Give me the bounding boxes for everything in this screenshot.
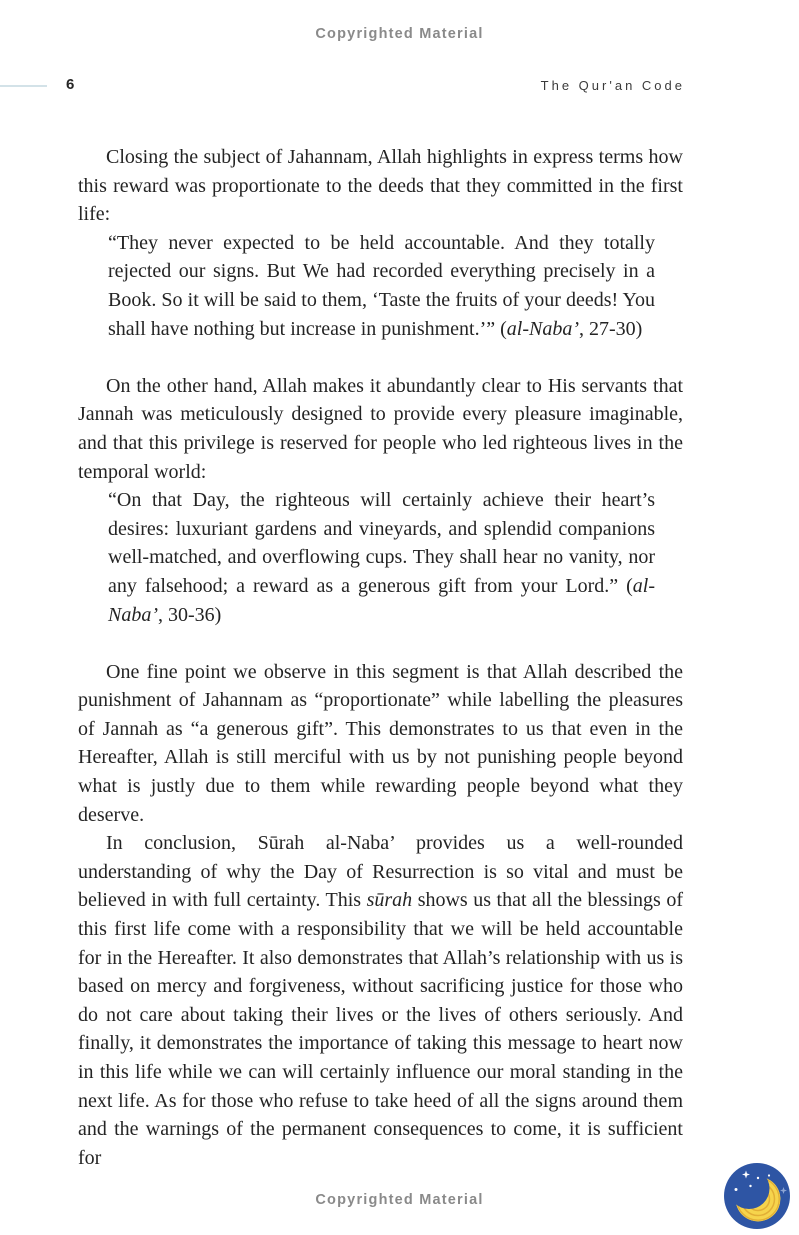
quote-2-surah-reference: al-Naba’ — [108, 574, 655, 626]
crescent-moon-icon — [723, 1162, 791, 1230]
quote-2-text: “On that Day, the righteous will certainly achieve their heart’s desires: luxuriant gardens and vineyards, and splendid companions well-matched, and overflowing cups. They shall hear no vanity, nor any falsehood; a reward as a generous gift from your Lord.” ( — [108, 489, 655, 597]
quote-2-verse-numbers: , 30-36) — [158, 603, 222, 626]
quote-1-text: “They never expected to be held accountable. And they totally rejected our signs. But We had recorded everything precisely in a Book. So it will be said to them, ‘Taste the fruits of your deeds! You shall have nothing but increase in punishment.’” ( — [108, 231, 655, 340]
header-rule — [0, 85, 47, 87]
copyright-watermark-bottom: Copyrighted Material — [315, 1192, 484, 1208]
page-header — [0, 76, 799, 98]
paragraph-closing-jahannam: Closing the subject of Jahannam, Allah highlights in express terms how this reward was proportionate to the deeds that they committed in the first life: — [78, 146, 683, 226]
conclusion-text-after: shows us that all the blessings of this first life come with a responsibility that we will be held accountable for in the Hereafter. It also demonstrates that Allah’s relationship with us is based on mercy and forgiveness, without sacrificing justice for those who do not care about taking their lives or the lives of others seriously. And finally, it demonstrates the importance of taking this message to heart now in this life while we can will certainly influence our moral standing in the next life. As for those who refuse to take heed of all the signs around them and the warnings of the permanent consequences to come, it is sufficient for — [78, 889, 683, 1169]
quran-quote-1 — [108, 229, 655, 343]
conclusion-text-before: In conclusion, Sūrah al-Naba’ provides us a well-rounded understanding of why the Day of Resurrection is so vital and must be believed in with full certainty. This — [78, 832, 683, 912]
publisher-logo-button[interactable] — [723, 1162, 791, 1230]
book-title: The Qur'an Code — [540, 78, 685, 93]
conclusion-surah-word: sūrah — [366, 889, 413, 912]
quote-1-surah-reference: al-Naba’ — [506, 317, 580, 340]
page-body — [78, 143, 683, 1172]
paragraph-jannah-pleasures: On the other hand, Allah makes it abundantly clear to His servants that Jannah was meticulously designed to provide every pleasure imaginable, and that this privilege is reserved for people who led righteous lives in the temporal world: — [78, 374, 683, 483]
paragraph-conclusion — [78, 829, 683, 1172]
copyright-watermark-top: Copyrighted Material — [315, 26, 484, 42]
page-number: 6 — [66, 76, 75, 93]
paragraph-one-fine-point: One fine point we observe in this segment is that Allah described the punishment of Jahannam as “proportionate” while labelling the pleasures of Jannah as “a generous gift”. This demonstrates to us that even in the Hereafter, Allah is still merciful with us by not punishing people beyond what is justly due to them while rewarding people beyond what they deserve. — [78, 660, 683, 826]
quote-1-verse-numbers: , 27-30) — [579, 317, 643, 340]
quran-quote-2 — [108, 486, 655, 629]
